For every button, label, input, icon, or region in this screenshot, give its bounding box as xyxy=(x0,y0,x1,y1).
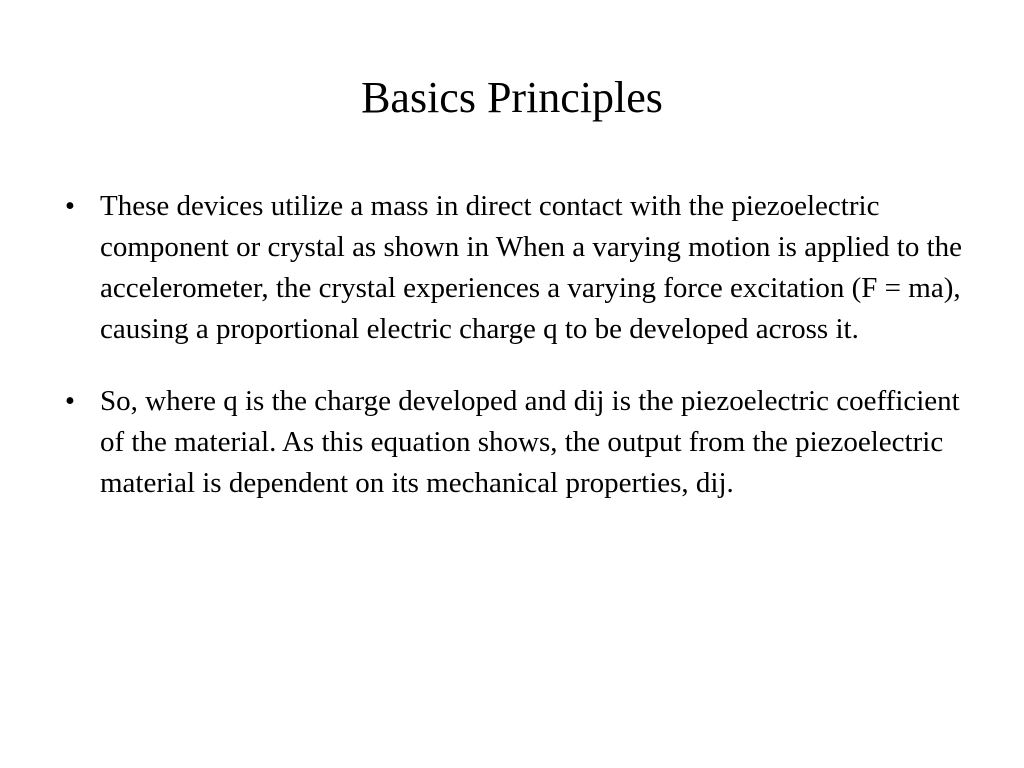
bullet-marker: • xyxy=(64,190,76,222)
bullet-marker: • xyxy=(64,385,76,417)
bullet-text: So, where q is the charge developed and dij is the piezoelectric coefficient of the material. As this equation shows, the output from the piezoelectric material is dependent on its mechanical properties, dij. xyxy=(100,385,960,499)
bullet-text: These devices utilize a mass in direct contact with the piezoelectric component or crystal as shown in When a varying motion is applied to the accelerometer, the crystal experiences a varying force excitation (F = ma), causing a proportional electric charge q to be developed across it. xyxy=(100,190,963,345)
slide-title: Basics Principles xyxy=(361,73,663,122)
bullet-item xyxy=(60,381,980,504)
bullet-list xyxy=(60,186,980,535)
bullet-item xyxy=(60,186,980,350)
